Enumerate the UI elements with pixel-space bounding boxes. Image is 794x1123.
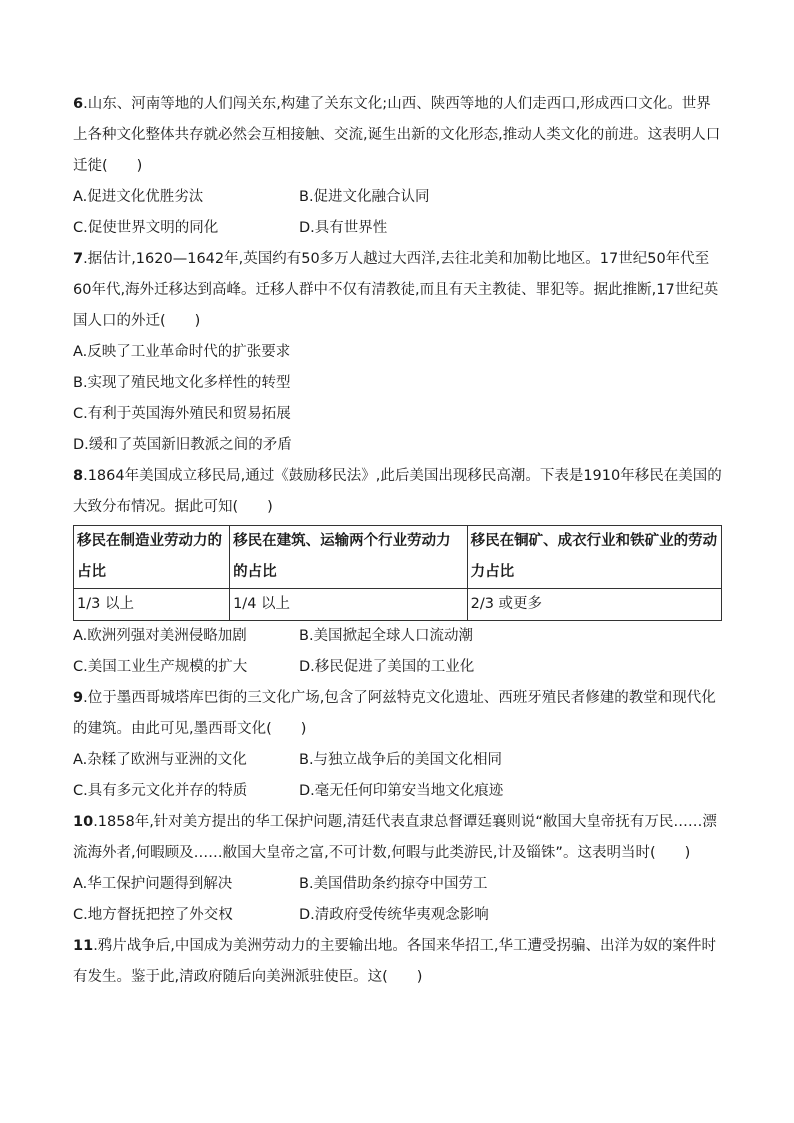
question-number: 11 (73, 938, 94, 954)
option-d[interactable]: D.具有世界性 (299, 220, 388, 236)
option-a[interactable]: A.杂糅了欧洲与亚洲的文化 (73, 752, 247, 768)
question-number: 7 (73, 251, 84, 267)
question-number: 6 (73, 96, 84, 112)
question-stem (73, 89, 723, 182)
table-header-cell: 移民在制造业劳动力的占比 (74, 526, 230, 589)
question-stem (73, 244, 723, 337)
option-c[interactable]: C.地方督抚把控了外交权 (73, 907, 233, 923)
option-a[interactable]: A.华工保护问题得到解决 (73, 876, 233, 892)
option-c[interactable]: C.具有多元文化并存的特质 (73, 783, 248, 799)
question-stem (73, 931, 723, 993)
option-d[interactable]: D.缓和了英国新旧教派之间的矛盾 (73, 437, 292, 453)
option-b[interactable]: B.美国掀起全球人口流动潮 (299, 628, 474, 644)
option-b[interactable]: B.实现了殖民地文化多样性的转型 (73, 375, 291, 391)
option-c[interactable]: C.有利于英国海外殖民和贸易拓展 (73, 406, 291, 422)
table-row (74, 589, 722, 621)
question-stem (73, 807, 723, 869)
question-number: 9 (73, 690, 84, 706)
option-d[interactable]: D.移民促进了美国的工业化 (299, 659, 475, 675)
options-row (73, 621, 723, 652)
table-cell: 2/3 或更多 (467, 589, 721, 621)
question-9 (73, 683, 723, 807)
table-header-row (74, 526, 722, 589)
question-number: 10 (73, 814, 94, 830)
options-row (73, 900, 723, 931)
option-d[interactable]: D.清政府受传统华夷观念影响 (299, 907, 489, 923)
exam-page (73, 89, 723, 993)
question-stem (73, 461, 723, 523)
option-a[interactable]: A.欧洲列强对美洲侵略加剧 (73, 628, 247, 644)
option-a[interactable]: A.促进文化优胜劣汰 (73, 189, 204, 205)
option-b[interactable]: B.美国借助条约掠夺中国劳工 (299, 876, 488, 892)
question-text: .山东、河南等地的人们闯关东,构建了关东文化;山西、陕西等地的人们走西口,形成西口文化。世界上各种文化整体共存就必然会互相接触、交流,诞生出新的文化形态,推动人类文化的前进。这表明人口迁徙( ) (73, 96, 721, 174)
options-row (73, 213, 723, 244)
question-number: 8 (73, 468, 84, 484)
options-row (73, 869, 723, 900)
question-6 (73, 89, 723, 244)
question-text: .鸦片战争后,中国成为美洲劳动力的主要输出地。各国来华招工,华工遭受拐骗、出洋为奴的案件时有发生。鉴于此,清政府随后向美洲派驻使臣。这( ) (73, 938, 717, 985)
question-text: .据估计,1620—1642年,英国约有50多万人越过大西洋,去往北美和加勒比地区。17世纪50年代至60年代,海外迁移达到高峰。迁移人群中不仅有清教徒,而且有天主教徒、罪犯等。据此推断,17世纪英国人口的外迁( ) (73, 251, 719, 329)
table-cell: 1/3 以上 (74, 589, 230, 621)
question-11 (73, 931, 723, 993)
option-b[interactable]: B.与独立战争后的美国文化相同 (299, 752, 503, 768)
options-row (73, 776, 723, 807)
question-text: .位于墨西哥城塔库巴街的三文化广场,包含了阿兹特克文化遗址、西班牙殖民者修建的教堂和现代化的建筑。由此可见,墨西哥文化( ) (73, 690, 716, 737)
options-row (73, 182, 723, 213)
option-d[interactable]: D.毫无任何印第安当地文化痕迹 (299, 783, 504, 799)
question-10 (73, 807, 723, 931)
option-b[interactable]: B.促进文化融合认同 (299, 189, 430, 205)
table-header-cell: 移民在建筑、运输两个行业劳动力的占比 (230, 526, 468, 589)
option-a[interactable]: A.反映了工业革命时代的扩张要求 (73, 344, 291, 360)
question-7 (73, 244, 723, 461)
options-row (73, 652, 723, 683)
option-c[interactable]: C.美国工业生产规模的扩大 (73, 659, 248, 675)
question-text: .1864年美国成立移民局,通过《鼓励移民法》,此后美国出现移民高潮。下表是1910年移民在美国的大致分布情况。据此可知( ) (73, 468, 722, 515)
question-stem (73, 683, 723, 745)
immigrant-distribution-table (73, 525, 722, 621)
options-row (73, 745, 723, 776)
table-cell: 1/4 以上 (230, 589, 468, 621)
question-text: .1858年,针对美方提出的华工保护问题,清廷代表直隶总督谭廷襄则说“敝国大皇帝抚有万民……漂流海外者,何暇顾及……敝国大皇帝之富,不可计数,何暇与此类游民,计及锱铢”。这表明当时( ) (73, 814, 717, 861)
table-header-cell: 移民在铜矿、成衣行业和铁矿业的劳动力占比 (467, 526, 721, 589)
option-c[interactable]: C.促使世界文明的同化 (73, 220, 219, 236)
question-8 (73, 461, 723, 683)
